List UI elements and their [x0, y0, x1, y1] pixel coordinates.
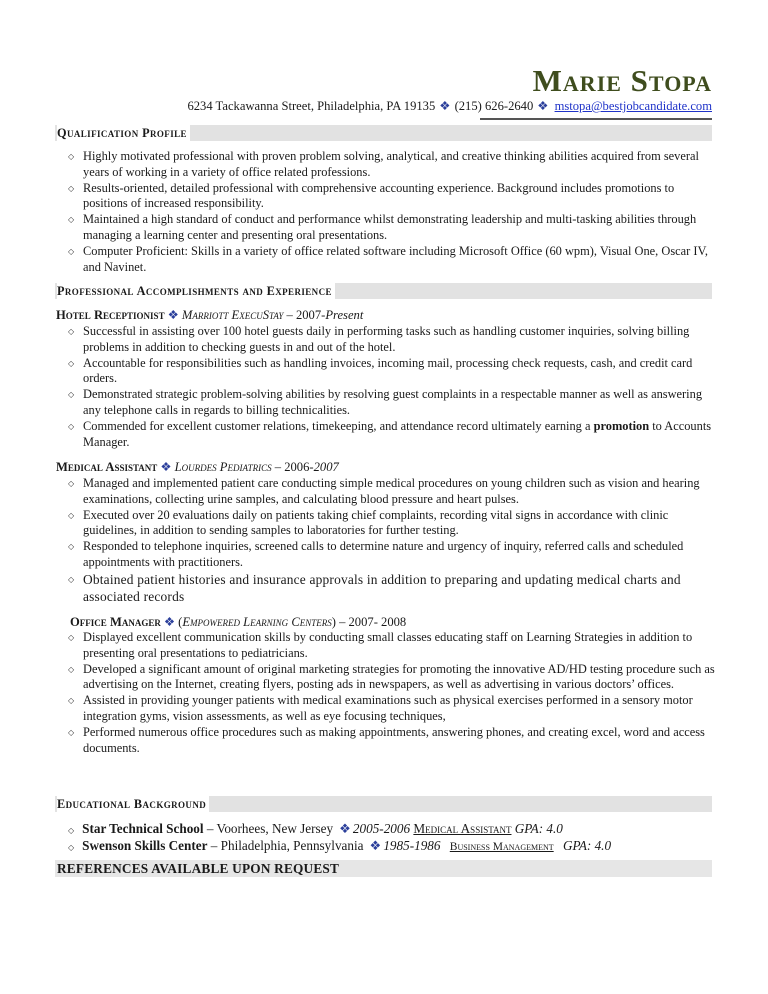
diamond-bullet-icon: ◇: [68, 152, 75, 161]
diamond-separator-icon: ❖: [160, 460, 172, 474]
list-item: ◇ Commended for excellent customer relations, timekeeping, and attendance record ultimately earning a promotion to Accounts Manager.: [68, 418, 712, 449]
job-heading: [56, 307, 363, 323]
diamond-bullet-icon: ◇: [68, 542, 75, 552]
school-location: – Voorhees, New Jersey: [206, 821, 334, 836]
school-years: 1985-1986: [383, 838, 441, 853]
section-education: [55, 796, 712, 812]
job-company: Marriott ExecuStay: [181, 308, 284, 322]
job-company: Lourdes Pediatrics: [174, 460, 272, 474]
phone-text: (215) 626-2640: [454, 99, 534, 113]
gpa: GPA: 4.0: [562, 838, 612, 853]
job-dates-end: Present: [325, 308, 364, 322]
degree: Medical Assistant: [413, 821, 512, 836]
education-item: [66, 838, 611, 856]
list-item: ◇ Obtained patient histories and insurance approvals in addition to preparing and updating medical charts and associated records: [68, 571, 681, 605]
diamond-bullet-icon: ◇: [68, 183, 75, 193]
diamond-bullet-icon: ◇: [68, 664, 75, 674]
candidate-name: Marie Stopa: [532, 63, 712, 98]
qualification-list: [66, 149, 716, 275]
diamond-separator-icon: ❖: [167, 308, 179, 322]
diamond-separator-icon: ❖: [439, 99, 451, 113]
header-rule: [480, 118, 712, 120]
job-role: Office Manager: [70, 615, 161, 629]
diamond-separator-icon: ❖: [163, 615, 176, 629]
degree: Business Management: [449, 841, 554, 853]
school-years: 2005-2006: [352, 821, 411, 836]
references-bar: [55, 860, 712, 877]
diamond-bullet-icon: ◇: [68, 727, 75, 737]
job-bullets: [66, 630, 716, 756]
diamond-separator-icon: ❖: [339, 821, 351, 836]
address-text: 6234 Tackawanna Street, Philadelphia, PA 19135: [187, 99, 436, 113]
diamond-bullet-icon: ◇: [68, 510, 75, 520]
section-title: Educational Background: [57, 796, 209, 812]
job-bullets: [66, 476, 716, 606]
job-role: Medical Assistant: [56, 460, 158, 474]
list-item: ◇ Assisted in providing younger patients with medical examinations such as physical exercises performed in a sensory motor integration gyms, vision assessments, as well as eye focusing techniques,: [68, 693, 693, 723]
section-qualification: [55, 125, 712, 141]
references-text: REFERENCES AVAILABLE UPON REQUEST: [57, 861, 340, 876]
list-item: ◇ Displayed excellent communication skills by conducting small classes educating staff on Learning Strategies in addition to presenting oral presentations to pediatricians.: [68, 630, 693, 660]
list-item: ◇ Managed and implemented patient care conducting simple medical procedures on young children such as vision and hearing examinations, collecting urine samples, and calculating blood pressure and heart pulses.: [68, 476, 700, 506]
job-heading: [56, 459, 339, 475]
section-experience: [55, 283, 712, 299]
job-role: Hotel Receptionist: [56, 308, 165, 322]
diamond-bullet-icon: ◇: [68, 843, 75, 852]
education-item: [66, 821, 563, 839]
list-item: ◇ Accountable for responsibilities such as handling invoices, incoming mail, processing check requests, cash, and credit card orders.: [68, 355, 693, 386]
diamond-separator-icon: ❖: [537, 99, 549, 113]
job-dates: – 2006-: [274, 460, 314, 474]
diamond-bullet-icon: ◇: [68, 421, 75, 431]
job-heading: Office Manager ❖ (Empowered Learning Centers) – 2007- 2008: [70, 615, 407, 629]
promotion-text: promotion: [593, 418, 650, 433]
email-link[interactable]: mstopa@bestjobcandidate.com: [554, 99, 712, 113]
diamond-bullet-icon: ◇: [68, 633, 75, 642]
list-item: ◇ Developed a significant amount of original marketing strategies for promoting the innovative AD/HD testing procedure such as advertising on the Internet, creating flyers, posting ads in newspapers, as well as advertising in various doctors’ offices.: [68, 661, 715, 692]
job-company: Empowered Learning Centers: [182, 615, 332, 629]
list-item: ◇ Performed numerous office procedures such as making appointments, answering phones, and creating excel, word and access documents.: [68, 724, 705, 755]
diamond-bullet-icon: ◇: [68, 826, 75, 835]
diamond-separator-icon: ❖: [369, 838, 382, 853]
contact-line: [187, 98, 712, 114]
diamond-bullet-icon: ◇: [68, 215, 75, 225]
section-title: Qualification Profile: [57, 125, 190, 141]
job-dates-end: 2007: [313, 460, 339, 474]
list-item: ◇ Demonstrated strategic problem-solving abilities by resolving guest complaints in a respectable manner as well as answering any telephone calls in regards to billing technicalities.: [68, 387, 703, 417]
list-item: ◇ Executed over 20 evaluations daily on patients taking chief complaints, recording vital signs in accordance with clinic guidelines, in addition to sending samples to laboratories for further testing.: [68, 507, 669, 538]
diamond-bullet-icon: ◇: [68, 246, 75, 256]
school-name: Star Technical School: [82, 821, 204, 836]
list-item: ◇ Responded to telephone inquiries, screened calls to determine nature and urgency of inquiry, referred calls and scheduled appointments with practitioners.: [68, 539, 684, 569]
school-name: Swenson Skills Center: [82, 838, 208, 853]
diamond-bullet-icon: ◇: [68, 358, 75, 368]
diamond-bullet-icon: ◇: [68, 479, 75, 488]
list-item: ◇ Successful in assisting over 100 hotel guests daily in performing tasks such as handling customer inquiries, solving billing problems in addition to checking guests in and out of the hotel.: [68, 324, 690, 354]
list-item: ◇ Computer Proficient: Skills in a variety of office related software including Microsoft Office (60 wpm), Visual One, Oscar IV, and Navinet.: [68, 243, 708, 274]
diamond-bullet-icon: ◇: [68, 696, 75, 706]
diamond-bullet-icon: ◇: [68, 327, 75, 336]
job-dates: – 2007-: [286, 308, 326, 322]
gpa: GPA: 4.0: [514, 821, 563, 836]
list-item: ◇ Highly motivated professional with proven problem solving, analytical, and creative thinking abilities acquired from several years of working in a variety of office related professions.: [68, 149, 699, 179]
diamond-bullet-icon: ◇: [68, 390, 75, 400]
job-bullets: [66, 324, 716, 450]
list-item: ◇ Maintained a high standard of conduct and performance whilst demonstrating leadership and multi-tasking abilities through managing a learning center and presenting oral presentations.: [68, 212, 697, 242]
job-dates: – 2007- 2008: [339, 615, 407, 629]
school-location: – Philadelphia, Pennsylvania: [210, 838, 364, 853]
list-item: ◇ Results-oriented, detailed professional with comprehensive accounting experience. Background includes promotions to positions of increased responsibility.: [68, 180, 675, 211]
diamond-bullet-icon: ◇: [68, 574, 75, 584]
section-title: Professional Accomplishments and Experience: [57, 283, 335, 299]
